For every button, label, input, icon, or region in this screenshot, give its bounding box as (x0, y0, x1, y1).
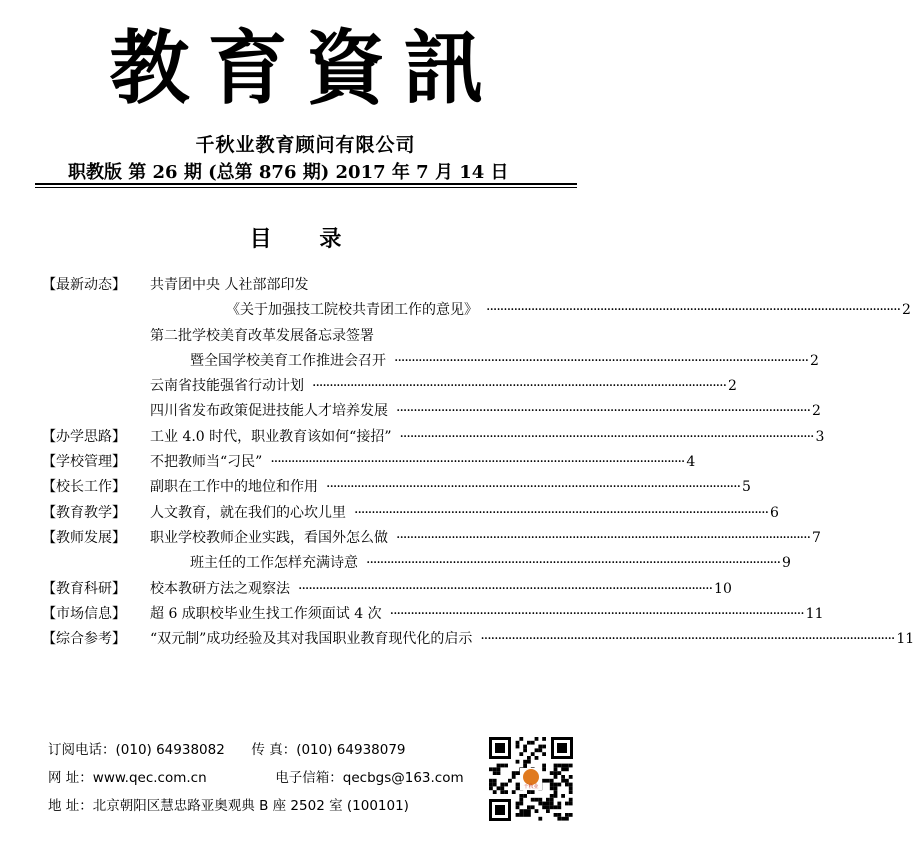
qr-module (527, 805, 531, 809)
qr-module (554, 775, 558, 779)
toc-entry-title: 超 6 成职校毕业生找工作须面试 4 次 (150, 605, 382, 622)
toc-entry-title: 四川省发布政策促进技能人才培养发展 (150, 403, 388, 420)
qr-module (546, 802, 550, 806)
toc-page-number: 3 (815, 428, 825, 445)
toc-entry-title: 云南省技能强省行动计划 (150, 378, 304, 395)
qr-module (557, 813, 561, 817)
qr-module (489, 786, 493, 790)
qr-module (519, 794, 523, 798)
toc-category: 【办学思路】 (42, 428, 126, 445)
qr-module (569, 798, 573, 802)
toc-row[interactable] (42, 475, 751, 500)
toc-row[interactable] (42, 298, 911, 323)
toc-leader-dots: ························································································································ (396, 529, 811, 546)
qr-module (497, 764, 501, 768)
toc-page-number: 2 (810, 352, 819, 369)
qr-module (542, 802, 546, 806)
toc-leader-dots: ························································································································ (486, 302, 901, 319)
toc-row[interactable] (42, 602, 824, 627)
toc-leader-dots: ························································································································ (399, 428, 814, 445)
qr-module (493, 790, 497, 794)
qr-module (538, 802, 542, 806)
address-label: 地 址： (48, 798, 93, 814)
qr-module (516, 771, 520, 775)
toc-entry-title: 《关于加强技工院校共青团工作的意见》 (226, 302, 478, 319)
qr-module (565, 817, 569, 821)
toc-row[interactable] (42, 450, 696, 475)
qr-module (497, 771, 501, 775)
qr-module (554, 805, 558, 809)
toc-category: 【教育科研】 (42, 580, 126, 597)
qr-module (512, 771, 516, 775)
qr-module (542, 737, 546, 741)
web-link[interactable]: www.qec.com.cn (92, 770, 207, 786)
qr-module (542, 764, 546, 768)
qr-module (497, 767, 501, 771)
qr-module (569, 802, 573, 806)
qr-module (569, 783, 573, 787)
toc-category: 【学校管理】 (42, 454, 126, 471)
qr-logo-text: 千秋业 (523, 784, 539, 790)
qr-module (565, 813, 569, 817)
qr-module (523, 760, 527, 764)
qr-module (557, 805, 561, 809)
qr-module (569, 775, 573, 779)
toc-page-number: 2 (812, 403, 821, 420)
toc-entry-title: 暨全国学校美育工作推进会召开 (190, 352, 386, 369)
qr-module (523, 813, 527, 817)
qr-module (519, 809, 523, 813)
fax-number: (010) 64938079 (296, 742, 406, 758)
qr-module (493, 783, 497, 787)
toc-category: 【市场信息】 (42, 605, 126, 622)
qr-module (519, 737, 523, 741)
qr-module (561, 779, 565, 783)
qr-module (489, 783, 493, 787)
qr-module (557, 817, 561, 821)
qr-module (527, 756, 531, 760)
qr-module (516, 786, 520, 790)
qr-module (527, 741, 531, 745)
qr-module (523, 745, 527, 749)
qr-module (557, 783, 561, 787)
toc-row[interactable] (42, 501, 779, 526)
toc-row[interactable] (42, 273, 582, 298)
qr-module (550, 802, 554, 806)
qr-module (546, 809, 550, 813)
header-rule-thin (35, 187, 577, 188)
toc-leader-dots: ························································································································ (326, 479, 741, 496)
qr-module (550, 794, 554, 798)
qr-module (500, 790, 504, 794)
qr-module (550, 798, 554, 802)
toc-category: 【最新动态】 (42, 277, 126, 293)
qr-module (500, 764, 504, 768)
footer-contact-line-3 (48, 794, 409, 814)
qr-module (504, 790, 508, 794)
qr-module (508, 779, 512, 783)
qr-module (516, 783, 520, 787)
qr-module (554, 786, 558, 790)
toc-entry-title: 共青团中央 人社部部印发 (150, 277, 309, 293)
qr-module (493, 771, 497, 775)
qr-module (561, 817, 565, 821)
masthead-title: 教育資訊 (109, 21, 502, 115)
qr-module (542, 805, 546, 809)
qr-module (504, 783, 508, 787)
qr-module (550, 783, 554, 787)
qr-module (531, 798, 535, 802)
toc-category: 【校长工作】 (42, 479, 126, 496)
phone-number: (010) 64938082 (115, 742, 225, 758)
qr-module (512, 790, 516, 794)
toc-row[interactable] (42, 425, 825, 450)
qr-module (546, 779, 550, 783)
fax-label: 传 真： (251, 742, 297, 758)
toc-category: 【教育教学】 (42, 504, 126, 521)
toc-leader-dots: ························································································································ (366, 555, 781, 572)
toc-category: 【教师发展】 (42, 529, 126, 546)
toc-entry-title: 不把教师当“刁民” (150, 454, 263, 471)
qr-module (538, 745, 542, 749)
qr-module (554, 790, 558, 794)
qr-module (565, 764, 569, 768)
qr-module (554, 783, 558, 787)
toc-leader-dots: ························································································································ (480, 631, 895, 648)
toc-page-number: 7 (812, 529, 821, 546)
qr-module (542, 779, 546, 783)
qr-module (542, 745, 546, 749)
issue-line: 职教版 第 26 期 (总第 876 期) 2017 年 7 月 14 日 (68, 162, 509, 183)
toc-page-number: 11 (896, 631, 914, 648)
toc-page-number: 10 (714, 580, 732, 597)
qr-module (535, 756, 539, 760)
qr-module (550, 786, 554, 790)
toc-page-number: 4 (686, 454, 696, 471)
qr-module (557, 802, 561, 806)
qr-module (542, 752, 546, 756)
qr-module (527, 809, 531, 813)
toc-entry-title: 第二批学校美育改革发展备忘录签署 (150, 327, 374, 344)
qr-module (523, 748, 527, 752)
qr-module (561, 794, 565, 798)
toc-page-number: 11 (805, 605, 824, 622)
toc-leader-dots: ························································································································ (298, 580, 713, 597)
qr-module (542, 767, 546, 771)
toc-row[interactable] (42, 526, 821, 551)
qr-module (561, 775, 565, 779)
footer-contact-line-2 (48, 766, 464, 786)
qr-module (493, 779, 497, 783)
qr-module (554, 794, 558, 798)
toc-leader-dots: ························································································································ (394, 352, 809, 369)
toc-leader-dots: ························································································································ (389, 605, 804, 622)
qr-module (561, 764, 565, 768)
qr-module (557, 764, 561, 768)
qr-module (500, 783, 504, 787)
qr-module (519, 802, 523, 806)
email-label: 电子信箱： (275, 770, 343, 786)
toc-row[interactable] (42, 577, 732, 602)
qr-module (535, 737, 539, 741)
qr-module (516, 745, 520, 749)
toc-row[interactable] (42, 349, 819, 374)
qr-module (512, 775, 516, 779)
qr-module (531, 752, 535, 756)
phone-label: 订阅电话： (48, 742, 116, 758)
toc-page-number: 9 (782, 555, 791, 572)
toc-row[interactable] (42, 324, 582, 349)
qr-module (565, 779, 569, 783)
qr-module (519, 813, 523, 817)
qr-code-icon[interactable] (487, 735, 575, 823)
toc-entry-title: 人文教育，就在我们的心坎儿里 (150, 504, 346, 521)
qr-module (554, 764, 558, 768)
toc-category: 【综合参考】 (42, 631, 126, 648)
qr-module (527, 813, 531, 817)
qr-module (535, 748, 539, 752)
qr-module (497, 786, 501, 790)
qr-module (527, 790, 531, 794)
qr-module (554, 767, 558, 771)
toc-entry-title: 工业 4.0 时代，职业教育该如何“接招” (150, 428, 392, 445)
toc-entry-title: 副职在工作中的地位和作用 (150, 479, 318, 496)
qr-module (565, 783, 569, 787)
toc-page-number: 2 (728, 378, 737, 395)
qr-module (561, 767, 565, 771)
toc-leader-dots: ························································································································ (396, 403, 811, 420)
qr-module (565, 767, 569, 771)
qr-module (523, 764, 527, 768)
qr-module (538, 748, 542, 752)
qr-module (557, 771, 561, 775)
toc-entry-title: 职业学校教师企业实践，看国外怎么做 (150, 529, 388, 546)
qr-module (535, 798, 539, 802)
toc-leader-dots: ························································································································ (354, 504, 769, 521)
toc-leader-dots: ························································································································ (270, 454, 685, 471)
qr-module (516, 802, 520, 806)
qr-module (493, 767, 497, 771)
table-of-contents (42, 273, 914, 652)
qr-module (527, 760, 531, 764)
qr-module (550, 779, 554, 783)
qr-module (519, 752, 523, 756)
qr-module (565, 802, 569, 806)
company-name: 千秋业教育顾问有限公司 (195, 134, 416, 156)
toc-row[interactable] (42, 551, 791, 576)
toc-entry-title: 班主任的工作怎样充满诗意 (190, 555, 358, 572)
qr-module (519, 798, 523, 802)
qr-module (535, 809, 539, 813)
qr-module (538, 798, 542, 802)
toc-page-number: 6 (770, 504, 779, 521)
qr-module (569, 790, 573, 794)
qr-module (538, 817, 542, 821)
toc-leader-dots: ························································································································ (312, 378, 727, 395)
web-label: 网 址： (48, 770, 93, 786)
qr-module (489, 767, 493, 771)
qr-module (516, 813, 520, 817)
address: 北京朝阳区慧忠路亚奥观典 B 座 2502 室 (100101) (92, 798, 409, 814)
qr-module (523, 809, 527, 813)
toc-entry-title: “双元制”成功经验及其对我国职业教育现代化的启示 (150, 631, 473, 648)
toc-entry-title: 校本教研方法之观察法 (150, 580, 290, 597)
qr-module (531, 741, 535, 745)
email-link[interactable]: qecbgs@163.com (342, 770, 464, 786)
qr-module (531, 790, 535, 794)
toc-row[interactable] (42, 627, 914, 652)
qr-module (500, 786, 504, 790)
footer-contact-line-1 (48, 738, 406, 758)
qr-module (504, 764, 508, 768)
qr-module (546, 805, 550, 809)
qr-module (550, 805, 554, 809)
qr-module (489, 779, 493, 783)
header-rule-thick (35, 183, 577, 185)
qr-module (531, 805, 535, 809)
qr-module (516, 760, 520, 764)
toc-page-number: 2 (902, 302, 911, 319)
qr-module (516, 741, 520, 745)
qr-module (569, 813, 573, 817)
qr-module (546, 798, 550, 802)
qr-module (516, 805, 520, 809)
toc-row[interactable] (42, 399, 821, 424)
qr-module (554, 771, 558, 775)
qr-module (523, 794, 527, 798)
qr-module (569, 786, 573, 790)
qr-module (569, 764, 573, 768)
toc-page-number: 5 (742, 479, 751, 496)
toc-title: 目 录 (249, 226, 362, 252)
toc-row[interactable] (42, 374, 737, 399)
qr-module (550, 771, 554, 775)
qr-module (554, 813, 558, 817)
